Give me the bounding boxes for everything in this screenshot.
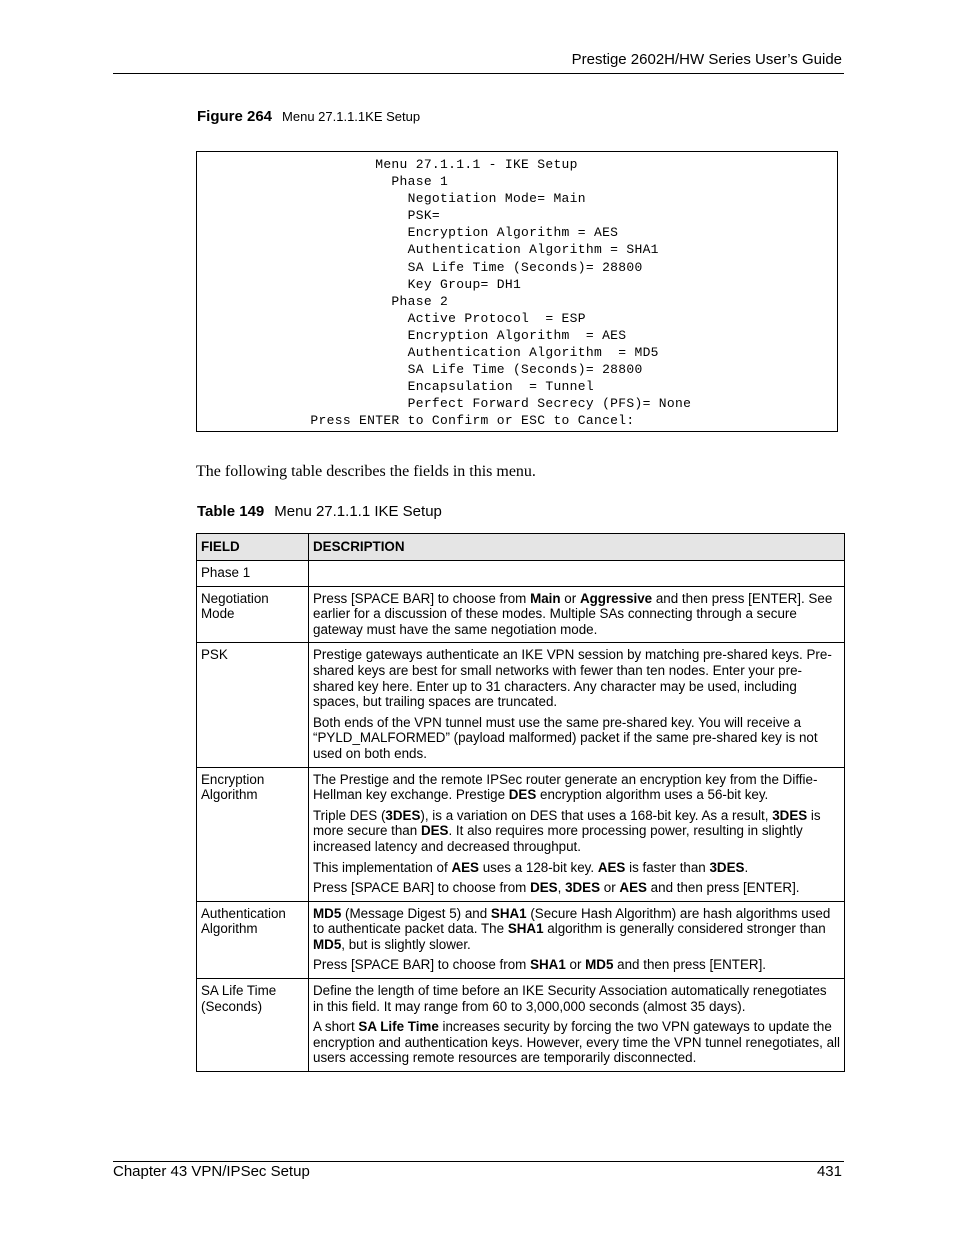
terminal-line: SA Life Time (Seconds)= 28800 [197,362,643,378]
text-run: or [560,590,580,606]
text-run: (Message Digest 5) and [341,905,491,921]
bold-term: SA Life Time [358,1019,439,1035]
table-row [197,767,845,901]
text-run: uses a 128-bit key. [478,859,598,875]
description-paragraph [313,880,840,896]
field-name-cell: PSK [197,643,309,767]
terminal-line: Negotiation Mode= Main [197,191,586,207]
description-paragraph [313,906,840,953]
description-cell [309,643,845,767]
footer-chapter: Chapter 43 VPN/IPSec Setup [113,1163,310,1180]
text-run: Press [SPACE BAR] to choose from [313,957,531,973]
footer-rule [113,1161,844,1162]
terminal-line: PSK= [197,208,441,224]
column-header-description: DESCRIPTION [309,534,845,561]
terminal-line: Menu 27.1.1.1 - IKE Setup [197,157,578,172]
bold-term: DES [508,787,537,803]
bold-term: MD5 [313,936,342,952]
description-paragraph [313,957,840,973]
header-rule [113,73,844,74]
text-run: Prestige gateways authenticate an IKE VPN session by matching pre-shared keys. Pre-shared keys are best for small networks with fewer than ten nodes. Enter your pre-shared key here. Enter up to 31 characters. Any character may be used, including spaces, but trailing spaces are truncated. [313,647,832,710]
fields-table [196,533,845,1072]
field-name-cell: Authentication Algorithm [197,901,309,978]
figure-label: Figure 264 [197,108,273,125]
terminal-line: Encapsulation = Tunnel [197,379,594,395]
text-run: and then press [ENTER]. See earlier for a discussion of these modes. Multiple SAs connecting through a secure gateway must have the same negotiation mode. [313,590,833,637]
description-paragraph [313,715,840,762]
text-run: , [557,880,566,896]
text-run: increases security by forcing the two VPN gateways to update the encryption and authentication keys. However, every time the VPN tunnel renegotiates, all users accessing remote resources are temporarily disconnected. [313,1019,840,1066]
terminal-line: Active Protocol = ESP [197,310,586,326]
running-header-title: Prestige 2602H/HW Series User’s Guide [571,51,842,68]
terminal-text [197,152,837,430]
text-run: algorithm is generally considered stronger than [543,921,826,937]
field-name-cell: Negotiation Mode [197,586,309,643]
bold-term: 3DES [709,859,745,875]
field-name-cell: Phase 1 [197,561,309,587]
text-run: is faster than [625,859,710,875]
text-run: . It also requires more processing power, resulting in slightly increased latency and decreased throughput. [313,823,803,854]
terminal-line: Authentication Algorithm = SHA1 [197,242,659,258]
text-run: Press [SPACE BAR] to choose from [313,590,531,606]
description-cell [309,979,845,1072]
description-cell [309,586,845,643]
text-run: (Secure Hash Algorithm) are hash algorithms used to authenticate packet data. The [313,905,831,937]
text-run: and then press [ENTER]. [613,957,767,973]
text-run: Both ends of the VPN tunnel must use the same pre-shared key. You will receive a “PYLD_MALFORMED” (payload malformed) packet if the same pre-shared key is not used on both ends. [313,714,818,761]
bold-term: 3DES [565,880,601,896]
text-run: Press [SPACE BAR] to choose from [313,880,531,896]
bold-term: SHA1 [490,905,527,921]
terminal-line: Press ENTER to Confirm or ESC to Cancel: [197,413,635,429]
description-cell [309,561,845,587]
text-run: encryption algorithm uses a 56-bit key. [536,787,769,803]
text-run: . [744,859,749,875]
text-run: The Prestige and the remote IPSec router generate an encryption key from the Diffie-Hellman key exchange. Prestige [313,771,818,803]
terminal-line: Encryption Algorithm = AES [197,225,619,241]
description-paragraph [313,983,840,1014]
terminal-line: Encryption Algorithm = AES [197,327,627,343]
text-run: or [600,880,620,896]
bold-term: AES [597,859,626,875]
bold-term: SHA1 [530,957,566,973]
footer-page-number: 431 [816,1163,842,1180]
bold-term: DES [420,823,449,839]
description-paragraph [313,1019,840,1066]
terminal-line: Perfect Forward Secrecy (PFS)= None [197,396,692,412]
table-row [197,979,845,1072]
bold-term: DES [530,880,558,896]
bold-term: AES [619,880,647,896]
field-name-cell: Encryption Algorithm [197,767,309,901]
field-name-cell: SA Life Time (Seconds) [197,979,309,1072]
bold-term: Aggressive [579,590,653,606]
terminal-line: Key Group= DH1 [197,276,522,292]
table-row [197,643,845,767]
terminal-line: Phase 2 [197,293,449,309]
text-run: is more secure than [313,807,821,839]
text-run: A short [313,1019,359,1035]
terminal-line: Phase 1 [197,174,449,190]
terminal-line: SA Life Time (Seconds)= 28800 [197,259,643,275]
bold-term: MD5 [313,905,342,921]
description-paragraph [313,860,840,876]
text-run: This implementation of [313,859,452,875]
bold-term: 3DES [385,807,421,823]
figure-title: Menu 27.1.1.1KE Setup [282,109,421,124]
text-run: and then press [ENTER]. [646,880,800,896]
text-run: , but is slightly slower. [341,936,471,952]
bold-term: AES [451,859,479,875]
table-caption [197,503,442,520]
description-paragraph [313,772,840,803]
description-paragraph [313,808,840,855]
terminal-screen [196,151,838,432]
bold-term: MD5 [585,957,614,973]
text-run: ), is a variation on DES that uses a 168-bit key. As a result, [420,807,773,823]
bold-term: 3DES [772,807,808,823]
table-header-row [197,534,845,561]
intro-paragraph: The following table describes the fields in this menu. [196,463,536,480]
text-run: or [565,957,586,973]
bold-term: SHA1 [507,921,544,937]
text-run: Triple DES ( [313,807,386,823]
column-header-field: FIELD [197,534,309,561]
table-row [197,586,845,643]
terminal-line: Authentication Algorithm = MD5 [197,345,659,361]
description-cell [309,767,845,901]
description-paragraph [313,591,840,638]
text-run: Define the length of time before an IKE Security Association automatically renegotiates in this field. It may range from 60 to 3,000,000 seconds (almost 35 days). [313,983,827,1014]
description-paragraph [313,647,840,709]
table-label: Table 149 [197,503,265,520]
table-row [197,561,845,587]
table-row [197,901,845,978]
figure-caption [197,108,420,125]
bold-term: Main [530,590,561,606]
table-title: Menu 27.1.1.1 IKE Setup [274,503,442,520]
description-cell [309,901,845,978]
